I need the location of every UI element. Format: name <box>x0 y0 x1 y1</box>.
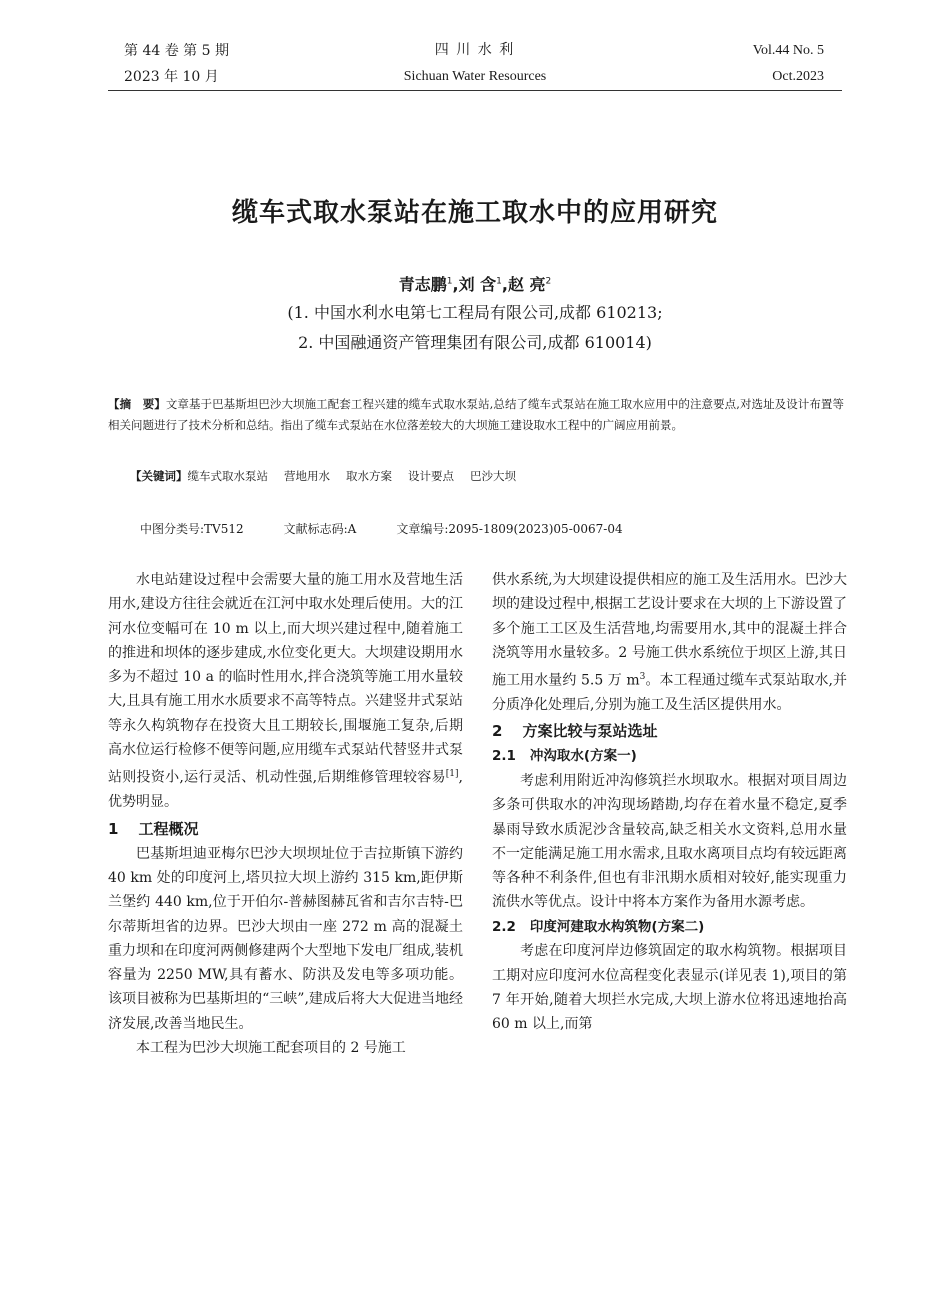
volume-issue-en: Vol.44 No. 5 <box>752 43 824 58</box>
keyword: 巴沙大坝 <box>470 469 516 483</box>
paper-title: 缆车式取水泵站在施工取水中的应用研究 <box>231 198 718 228</box>
journal-name-en: Sichuan Water Resources <box>403 69 547 84</box>
subsection-2-1-heading <box>492 744 847 769</box>
author-list <box>0 272 950 295</box>
abstract-label: 【摘 要】 <box>108 397 166 411</box>
keyword: 缆车式取水泵站 <box>187 469 268 483</box>
keyword: 营地用水 <box>284 469 330 483</box>
author-3-affil: 2 <box>545 276 552 287</box>
date-en: Oct.2023 <box>772 69 824 84</box>
keyword: 取水方案 <box>346 469 392 483</box>
journal-name-cn: 四 川 水 利 <box>434 43 516 58</box>
author-3: ,赵 亮 <box>501 275 546 294</box>
paragraph-text-end: 。本工程通过缆车式泵站取水,并分质净化处理后,分别为施工及生活区提供用水。 <box>492 672 848 714</box>
author-1: 青志鹏 <box>398 275 447 294</box>
subsection-number: 2.1 <box>492 748 516 765</box>
section-1-paragraph-2-start: 本工程为巴沙大坝施工配套项目的 2 号施工 <box>136 1040 406 1056</box>
body-column-right <box>492 568 847 1036</box>
author-2-affil: 1 <box>496 276 502 287</box>
section-title: 方案比较与泵站选址 <box>522 722 658 741</box>
section-number: 1 <box>108 819 119 838</box>
date-cn: 2023 年 10 月 <box>124 69 219 85</box>
author-1-affil: 1 <box>446 276 453 287</box>
subsection-2-1-paragraph: 考虑利用附近冲沟修筑拦水坝取水。根据对项目周边多条可供取水的冲沟现场踏勘,均存在着水量不稳定,夏季暴雨导致水质泥沙含量较高,缺乏相关水文资料,总用水量不一定能满足施工用水需求,且取水离项目点均有较远距离等各种不利条件,但也有非汛期水质相对较好,能实现重力流供水等优点。设计中将本方案作为备用水源考虑。 <box>492 772 847 911</box>
intro-text-end: ,优势明显。 <box>108 770 463 811</box>
abstract-text: 文章基于巴基斯坦巴沙大坝施工配套工程兴建的缆车式取水泵站,总结了缆车式泵站在施工取水应用中的注意要点,对选址及设计布置等相关问题进行了技术分析和总结。指出了缆车式泵站在水位落差较大的大坝施工建设取水工程中的广阔应用前景。 <box>108 397 844 432</box>
running-header-right <box>753 38 824 90</box>
abstract <box>108 394 844 436</box>
header-rule <box>108 90 842 91</box>
keywords-label: 【关键词】 <box>130 469 188 483</box>
intro-paragraph <box>108 568 463 815</box>
classification-line <box>140 520 663 537</box>
paragraph-text: 供水系统,为大坝建设提供相应的施工及生活用水。巴沙大坝的建设过程中,根据工艺设计要求在大坝的上下游设置了多个施工工区及生活营地,均需要用水,其中的混凝土拌合浇筑等用水量较多。2 号施工供水系统位于坝区上游,其日施工用水量约 5.5 万 m <box>492 572 847 689</box>
section-1-heading <box>108 817 463 842</box>
section-title: 工程概况 <box>138 819 199 838</box>
subsection-title: 印度河建取水构筑物(方案二) <box>529 918 705 935</box>
body-column-left <box>108 568 463 1060</box>
intro-text: 水电站建设过程中会需要大量的施工用水及营地生活用水,建设方往往会就近在江河中取水处理后使用。大的江河水位变幅可在 10 m 以上,而大坝兴建过程中,随着施工的推进和坝体的逐步建成,水位变化更大。大坝建设期用水多为不超过 10 a 的临时性用水,拌合浇筑等施工用水量较大,且具有施工用水水质要求不高等特点。兴建竖井式泵站等永久构筑物存在投资大且工期较长,围堰施工复杂,后期高水位运行检修不便等问题,应用缆车式泵站代替竖井式泵站则投资小,运行灵活、机动性强,后期维修管理较容易 <box>108 572 463 787</box>
section-1-paragraph-1: 巴基斯坦迪亚梅尔巴沙大坝坝址位于吉拉斯镇下游约 40 km 处的印度河上,塔贝拉大坝上游约 315 km,距伊斯兰堡约 440 km,位于开伯尔-普赫图赫瓦省和吉尔吉特-巴尔蒂斯坦省的边界。巴沙大坝由一座 272 m 高的混凝土重力坝和在印度河两侧修建两个大型地下发电厂组成,装机容量为 2250 MW,具有蓄水、防洪及发电等多项功能。该项目被称为巴基斯坦的“三峡”,建成后将大大促进当地经济发展,改善当地民生。 <box>108 845 463 1032</box>
volume-issue-cn: 第 44 卷 第 5 期 <box>124 43 229 59</box>
author-2: ,刘 含 <box>452 275 497 294</box>
subsection-2-2-paragraph: 考虑在印度河岸边修筑固定的取水构筑物。根据项目工期对应印度河水位高程变化表显示(详见表 1),项目的第 7 年开始,随着大坝拦水完成,大坝上游水位将迅速地抬高 60 m 以上,而第 <box>492 943 847 1033</box>
subsection-2-2-heading <box>492 915 847 940</box>
section-2-heading <box>492 719 847 744</box>
article-number: 文章编号:2095-1809(2023)05-0067-04 <box>396 522 623 536</box>
keyword: 设计要点 <box>408 469 454 483</box>
keywords <box>130 466 830 487</box>
affiliation-1: (1. 中国水利水电第七工程局有限公司,成都 610213; <box>287 303 663 322</box>
affiliation-2: 2. 中国融通资产管理集团有限公司,成都 610014) <box>298 333 652 352</box>
section-number: 2 <box>492 722 503 741</box>
citation-ref: [1] <box>445 769 459 780</box>
superscript: 3 <box>639 672 646 683</box>
section-1-paragraph-2-cont <box>492 568 847 717</box>
subsection-number: 2.2 <box>492 918 516 935</box>
subsection-title: 冲沟取水(方案一) <box>529 748 637 765</box>
clc-number: 中图分类号:TV512 <box>140 522 244 536</box>
document-code: 文献标志码:A <box>283 522 357 536</box>
